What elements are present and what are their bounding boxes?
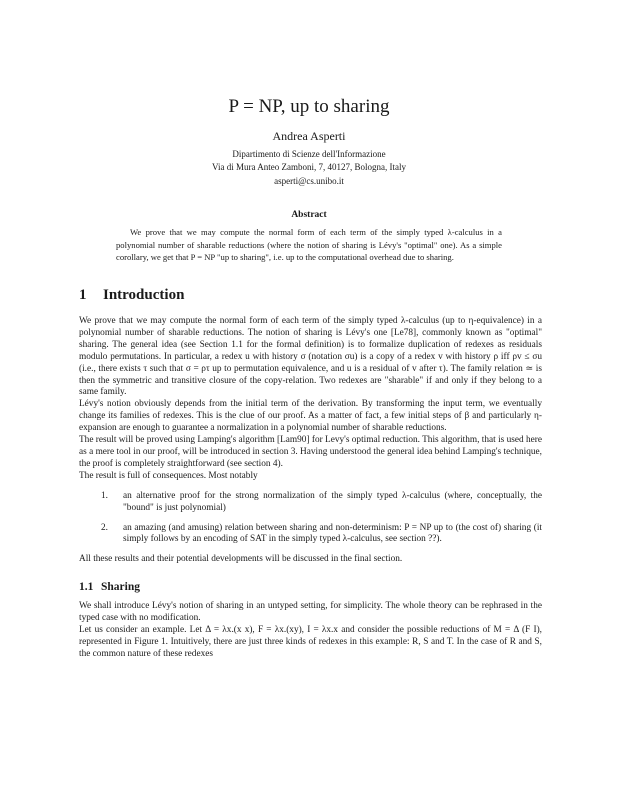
- intro-paragraph-2: Lévy's notion obviously depends from the initial term of the derivation. By transforming the input term, we eventually change its families of redexes. This is the clue of our proof. As a matter of fact, a few initial steps of β and particularly η-expansion are enough to guarantee a normalization in a polynomial number of sharable reductions.: [79, 399, 542, 434]
- abstract-text: We prove that we may compute the normal form of each term of the simply typed λ-calculus in a polynomial number of sharable reductions (where the notion of sharing is Lévy's "optimal" one). As a simple corollary, we get that P = NP "up to sharing", i.e. up to the computational overhead due to sharing.: [116, 227, 502, 263]
- section-heading-introduction: [79, 287, 184, 304]
- intro-paragraph-5: All these results and their potential developments will be discussed in the final section.: [79, 554, 403, 565]
- affiliation-dept: Dipartimento di Scienze dell'Informazione: [232, 149, 386, 159]
- list-item-number: 2.: [101, 522, 108, 533]
- paper-title: P = NP, up to sharing: [228, 96, 390, 117]
- subsection-number: 1.1: [79, 581, 94, 594]
- list-item: [79, 491, 542, 515]
- list-item: [79, 523, 542, 547]
- intro-paragraph-3: The result will be proved using Lamping's algorithm [Lam90] for Levy's optimal reduction. This algorithm, that is used here as a mere tool in our proof, will be introduced in section 3. Having understood the general idea behind Lamping's technique, the proof is completely straightforward (see section 4).: [79, 435, 542, 469]
- consequence-list: [79, 491, 542, 547]
- intro-paragraph-1: We prove that we may compute the normal form of each term of the simply typed λ-calculus (up to η-equivalence) in a polynomial number of sharable reductions. The notion of sharing is Lévy's one [Le78], commonly known as "optimal" sharing. The general idea (see Section 1.1 for the formal definition) is to formalize duplication of redexes as residuals modulo permutations. In particular, a redex u with history σ (notation σu) is a copy of a redex v with history ρ iff ρv ≤ σu (i.e., there exists τ such that σ = ρτ up to permutation equivalence, and u is a residual of v after τ). The family relation ≃ is then the symmetric and transitive closure of the copy-relation. Two redexes are "sharable" if and only if they belong to a same family.: [79, 316, 542, 398]
- abstract-body: [116, 226, 502, 264]
- list-item-text: an alternative proof for the strong normalization of the simply typed λ-calculus (where, conceptually, the "bound" is just polynomial): [123, 490, 542, 513]
- section-title: Introduction: [103, 287, 185, 303]
- body-text: [79, 316, 542, 661]
- section-number: 1: [79, 287, 87, 303]
- list-item-number: 1.: [101, 490, 108, 501]
- subsection-title: Sharing: [101, 581, 140, 594]
- subsection-heading-sharing: [79, 582, 542, 594]
- affiliation-address: Via di Mura Anteo Zamboni, 7, 40127, Bologna, Italy: [212, 162, 406, 172]
- author-name: Andrea Asperti: [272, 129, 346, 143]
- list-item-text: an amazing (and amusing) relation between sharing and non-determinism: P = NP up to (the cost of) sharing (it simply follows by an encoding of SAT in the simply typed λ-calculus, see section ??).: [123, 522, 542, 545]
- author-email: asperti@cs.unibo.it: [274, 176, 344, 186]
- sharing-paragraph-2: Let us consider an example. Let Δ = λx.(x x), F = λx.(xy), I = λx.x and consider the possible reductions of M = Δ (F I), represented in Figure 1. Intuitively, there are just three kinds of redexes in this example: R, S and T. In the case of R and S, the common nature of these redexes: [79, 624, 542, 659]
- intro-paragraph-4: The result is full of consequences. Most notably: [79, 470, 258, 481]
- sharing-paragraph-1: We shall introduce Lévy's notion of sharing in an untyped setting, for simplicity. The whole theory can be rephrased in the typed case with no modification.: [79, 601, 542, 624]
- abstract-heading: Abstract: [291, 210, 327, 220]
